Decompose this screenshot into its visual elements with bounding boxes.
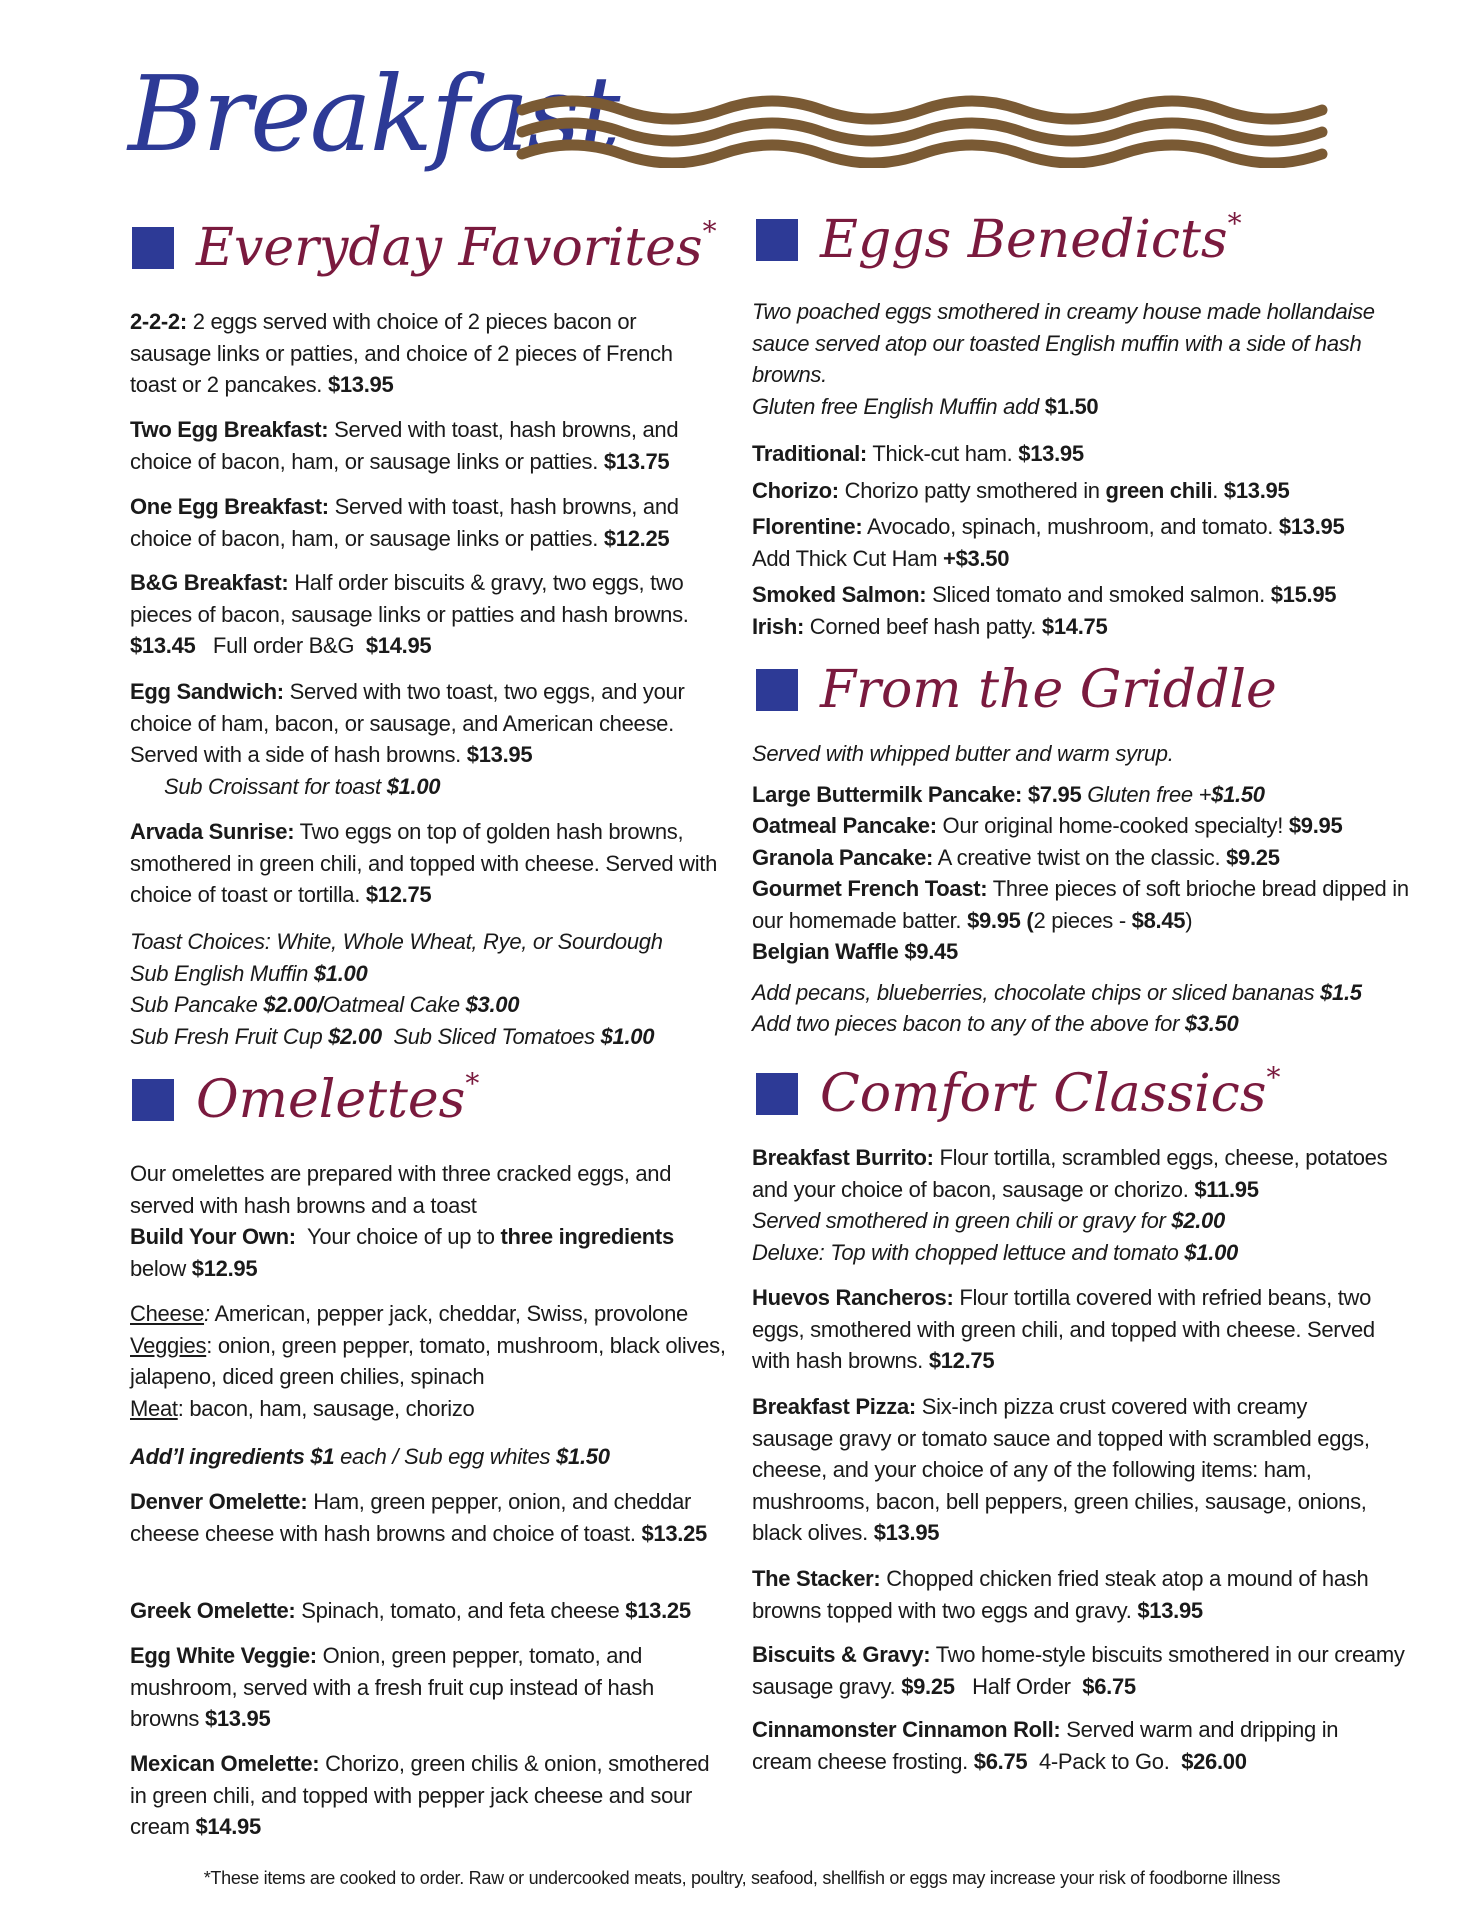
item-buttermilk-pancake: Large Buttermilk Pancake: $7.95 Gluten free +$1.50: [752, 781, 1265, 807]
item-huevos-rancheros: Huevos Rancheros: Flour tortilla covered with refried beans, two eggs, smothered with green chili, and topped with cheese. Served with hash browns. $12.75: [752, 1285, 1375, 1373]
section-from-the-griddle: From the Griddle: [756, 664, 1277, 716]
item-florentine: Florentine: Avocado, spinach, mushroom, and tomato. $13.95: [752, 514, 1345, 539]
blue-square-icon: [756, 219, 798, 261]
item-smoked-salmon: Smoked Salmon: Sliced tomato and smoked salmon. $15.95: [752, 582, 1337, 607]
additional-ingredients: Add’l ingredients $1 each / Sub egg whites $1.50: [130, 1444, 610, 1469]
blue-square-icon: [756, 1073, 798, 1115]
item-belgian-waffle: Belgian Waffle $9.45: [752, 939, 958, 964]
item-egg-sandwich: Egg Sandwich: Served with two toast, two eggs, and your choice of ham, bacon, or sausage, and American cheese. Served with a side of hash browns. $13.95 Sub Croissant for toast $1.00: [130, 679, 685, 799]
toast-choices: Toast Choices: White, Whole Wheat, Rye, or Sourdough Sub English Muffin $1.00 Sub Pancake $2.00/Oatmeal Cake $3.00 Sub Fresh Fruit Cup $2.00 Sub Sliced Tomatoes $1.00: [130, 929, 663, 1049]
section-eggs-benedicts: Eggs Benedicts*: [756, 214, 1242, 266]
omelette-ingredients: Cheese: American, pepper jack, cheddar, Swiss, provolone Veggies: onion, green pepper, tomato, mushroom, black olives, jalapeno, diced green chilies, spinach Meat: bacon, ham, sausage, chorizo: [130, 1301, 726, 1421]
item-arvada-sunrise: Arvada Sunrise: Two eggs on top of golden hash browns, smothered in green chili, and topped with cheese. Served with choice of toast or tortilla. $12.75: [130, 819, 718, 907]
benedict-items: Traditional: Thick-cut ham. $13.95 Chorizo: Chorizo patty smothered in green chili. $13.95 Florentine: Avocado, spinach, mushroom, and tomato. $13.95 Add Thick Cut Ham +$3.50 Smoked Salmon: Sliced tomato and smoked salmon. $15.95 Irish: Corned beef hash patty. $14.75: [752, 438, 1432, 642]
item-breakfast-pizza: Breakfast Pizza: Six-inch pizza crust covered with creamy sausage gravy or tomato sauce and topped with scrambled eggs, cheese, and your choice of any of the following items: ham, mushrooms, bacon, bell peppers, green chilies, sausage, onions, black olives. $13.95: [752, 1394, 1370, 1545]
footer-disclaimer: *These items are cooked to order. Raw or undercooked meats, poultry, seafood, shellfish or eggs may increase your risk of foodborne illness: [203, 1868, 1281, 1888]
item-irish: Irish: Corned beef hash patty. $14.75: [752, 613, 1108, 639]
item-the-stacker: The Stacker: Chopped chicken fried steak atop a mound of hash browns topped with two eggs and gravy. $13.95: [752, 1566, 1369, 1623]
menu-title: Breakfast: [128, 53, 619, 175]
item-biscuits-gravy: Biscuits & Gravy: Two home-style biscuits smothered in our creamy sausage gravy. $9.25 Half Order $6.75: [752, 1642, 1405, 1699]
everyday-items: [130, 306, 720, 401]
item-chorizo: Chorizo: Chorizo patty smothered in green chili. $13.95: [752, 477, 1290, 503]
benedicts-intro: Two poached eggs smothered in creamy house made hollandaise sauce served atop our toasted English muffin with a side of hash browns. Gluten free English Muffin add $1.50: [752, 299, 1375, 419]
item-greek-omelette: Greek Omelette: Spinach, tomato, and feta cheese $13.25: [130, 1598, 691, 1623]
item-traditional: Traditional: Thick-cut ham. $13.95: [752, 441, 1084, 466]
item-bg-breakfast: B&G Breakfast: Half order biscuits & gravy, two eggs, two pieces of bacon, sausage links or patties and hash browns. $13.45 Full order B&G $14.95: [130, 570, 689, 658]
section-omelettes: Omelettes*: [132, 1074, 479, 1126]
omelette-intro: Our omelettes are prepared with three cracked eggs, and served with hash browns and a toast Build Your Own: Your choice of up to three ingredients below $12.95: [130, 1161, 674, 1281]
item-breakfast-burrito: Breakfast Burrito: Flour tortilla, scrambled eggs, cheese, potatoes and your choice of bacon, sausage or chorizo. $11.95 Served smothered in green chili or gravy for $2.00 Deluxe: Top with chopped lettuce and tomato $1.00: [752, 1145, 1388, 1265]
item-222: 2-2-2: 2 eggs served with choice of 2 pieces bacon or sausage links or patties, and choice of 2 pieces of French toast or 2 pancakes. $13.95: [130, 309, 673, 397]
item-granola-pancake: Granola Pancake: A creative twist on the classic. $9.25: [752, 844, 1280, 870]
griddle-items: Served with whipped butter and warm syrup. Large Buttermilk Pancake: $7.95 Gluten free +$1.50 Oatmeal Pancake: Our original home-cooked specialty! $9.95 Granola Pancake: A creative twist on the classic. $9.25 Gourmet French Toast: Three pieces of soft brioche bread dipped in our homemade batter. $9.95 (2 pieces - $8.45) Belgian Waffle $9.45 Add pecans, blueberries, chocolate chips or sliced bananas $1.5 Add two pieces bacon to any of the above for $3.50: [752, 738, 1432, 1040]
blue-square-icon: [132, 227, 174, 269]
item-one-egg: One Egg Breakfast: Served with toast, hash browns, and choice of bacon, ham, or sausage links or patties. $12.25: [130, 494, 679, 551]
item-oatmeal-pancake: Oatmeal Pancake: Our original home-cooked specialty! $9.95: [752, 813, 1343, 838]
wave-decoration: [512, 88, 1342, 168]
blue-square-icon: [756, 669, 798, 711]
section-everyday-favorites: Everyday Favorites*: [132, 222, 717, 274]
section-comfort-classics: Comfort Classics*: [756, 1068, 1280, 1120]
item-denver-omelette: Denver Omelette: Ham, green pepper, onion, and cheddar cheese cheese with hash browns and choice of toast. $13.25: [130, 1489, 707, 1546]
item-mexican-omelette: Mexican Omelette: Chorizo, green chilis & onion, smothered in green chili, and topped with pepper jack cheese and sour cream $14.95: [130, 1751, 710, 1839]
item-french-toast: Gourmet French Toast: Three pieces of soft brioche bread dipped in our homemade batter. $9.95 (2 pieces - $8.45): [752, 876, 1409, 933]
blue-square-icon: [132, 1079, 174, 1121]
item-cinnamon-roll: Cinnamonster Cinnamon Roll: Served warm and dripping in cream cheese frosting. $6.75 4-Pack to Go. $26.00: [752, 1717, 1339, 1774]
item-egg-white-veggie: Egg White Veggie: Onion, green pepper, tomato, and mushroom, served with a fresh fruit cup instead of hash browns $13.95: [130, 1643, 654, 1731]
item-two-egg: Two Egg Breakfast: Served with toast, hash browns, and choice of bacon, ham, or sausage links or patties. $13.75: [130, 417, 679, 474]
